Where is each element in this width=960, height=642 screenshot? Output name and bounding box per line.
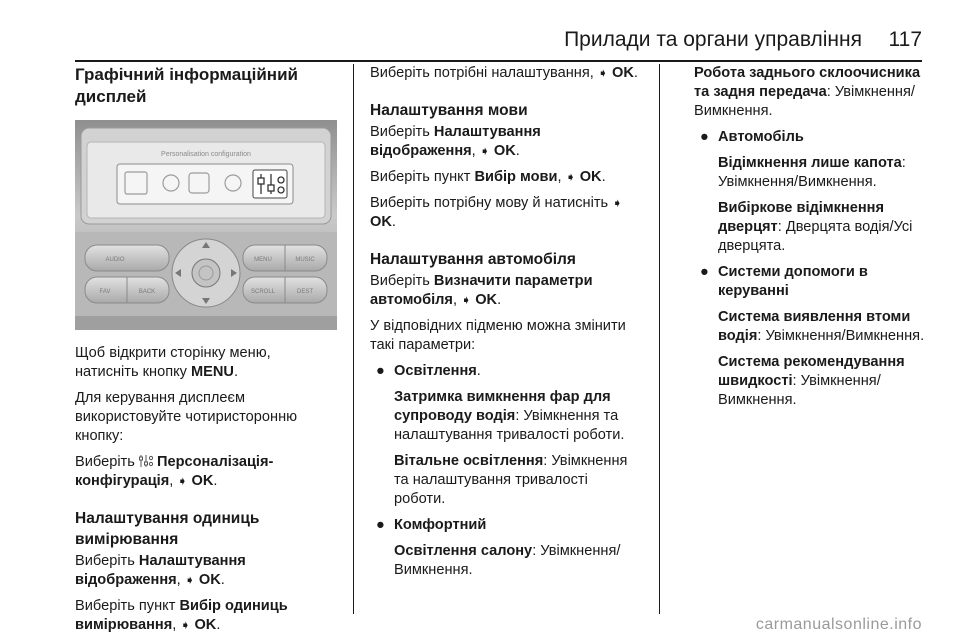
svg-text:SCROLL: SCROLL bbox=[250, 289, 276, 295]
display-panel-figure bbox=[75, 120, 337, 330]
bullet-icon: ● bbox=[376, 517, 385, 533]
arrow-icon: ➧ bbox=[612, 196, 623, 210]
list-item: ● Комфортний Освітлення салону: Увімкнення/Вимкнення. bbox=[376, 517, 621, 578]
column-1 bbox=[75, 64, 337, 642]
paragraph: Виберіть Налаштування відображення, ➧ OK. bbox=[75, 553, 246, 588]
arrow-icon: ➧ bbox=[461, 293, 472, 307]
svg-text:MENU: MENU bbox=[254, 257, 272, 263]
paragraph: Виберіть Налаштування відображення, ➧ OK. bbox=[370, 124, 541, 159]
page-header-title: Прилади та органи управління bbox=[564, 28, 862, 51]
column-3 bbox=[694, 64, 930, 417]
arrow-icon: ➧ bbox=[479, 144, 490, 158]
arrow-icon: ➧ bbox=[177, 474, 188, 488]
display-panel-illustration bbox=[75, 120, 337, 330]
paragraph: Виберіть пункт Вибір одиниць вимірювання, ➧ OK. bbox=[75, 598, 288, 633]
svg-text:MUSIC: MUSIC bbox=[295, 257, 315, 263]
arrow-icon: ➧ bbox=[565, 170, 576, 184]
list-item: ● Системи допомоги в керуванні Система виявлення втоми водія: Увімкнення/Вимкнення. Система рекомендування швидкості: Увімкнення/ Вимкнення. bbox=[700, 264, 925, 408]
paragraph: У відповідних підменю можна змінити такі параметри: bbox=[370, 318, 626, 353]
column-divider bbox=[659, 64, 660, 614]
arrow-icon: ➧ bbox=[180, 618, 191, 632]
page-header bbox=[75, 24, 922, 62]
svg-text:BACK: BACK bbox=[138, 289, 156, 295]
bullet-icon: ● bbox=[700, 129, 709, 145]
list-item: ● Освітлення. Затримка вимкнення фар для супроводу водія: Увімкнення та налаштування тривалості роботи. Вітальне освітлення: Увімкнення та налаштування тривалості роботи. bbox=[376, 363, 628, 507]
bullet-icon: ● bbox=[376, 363, 385, 379]
paragraph: Виберіть потрібну мову й натисніть ➧ OK. bbox=[370, 195, 623, 230]
list-item: ● Автомобіль Відімкнення лише капота: Увімкнення/Вимкнення. Вибіркове відімкнення дверцят: Дверцята водія/Усі дверцята. bbox=[700, 129, 913, 254]
controller-center-button bbox=[192, 259, 220, 287]
paragraph: Виберіть потрібні налаштування, ➧ OK. bbox=[370, 65, 638, 81]
svg-text:FAV: FAV bbox=[99, 289, 111, 295]
paragraph: Для керування дисплеєм використовуйте чотиристоронню кнопку: bbox=[75, 390, 298, 444]
bullet-icon: ● bbox=[700, 264, 709, 280]
paragraph: Виберіть пункт Вибір мови, ➧ OK. bbox=[370, 169, 606, 185]
subsection-title: Налаштування одиниць вимірювання bbox=[75, 510, 260, 548]
arrow-icon: ➧ bbox=[597, 66, 608, 80]
svg-text:AUDIO: AUDIO bbox=[105, 257, 125, 263]
paragraph: Щоб відкрити сторінку меню, натисніть кнопку MENU. bbox=[75, 345, 271, 380]
screen-title: Personalisation configuration bbox=[161, 151, 251, 158]
column-divider bbox=[353, 64, 354, 614]
subsection-title: Налаштування автомобіля bbox=[370, 251, 576, 268]
list-item-continued: Робота заднього склоочисника та задня передача: Увімкнення/Вимкнення. bbox=[694, 65, 921, 119]
column-2 bbox=[370, 64, 640, 587]
watermark: carmanualsonline.info bbox=[755, 616, 922, 633]
page-number: 117 bbox=[888, 28, 922, 51]
subsection-title: Налаштування мови bbox=[370, 102, 528, 119]
section-title: Графічний інформаційний дисплей bbox=[75, 65, 298, 106]
paragraph: Виберіть Визначити параметри автомобіля, ➧ OK. bbox=[370, 273, 593, 308]
personalisation-icon bbox=[139, 455, 153, 467]
svg-text:DEST: DEST bbox=[296, 289, 314, 295]
arrow-icon: ➧ bbox=[184, 573, 195, 587]
paragraph: Виберіть Персоналізація-конфігурація, ➧ OK. bbox=[75, 454, 274, 489]
